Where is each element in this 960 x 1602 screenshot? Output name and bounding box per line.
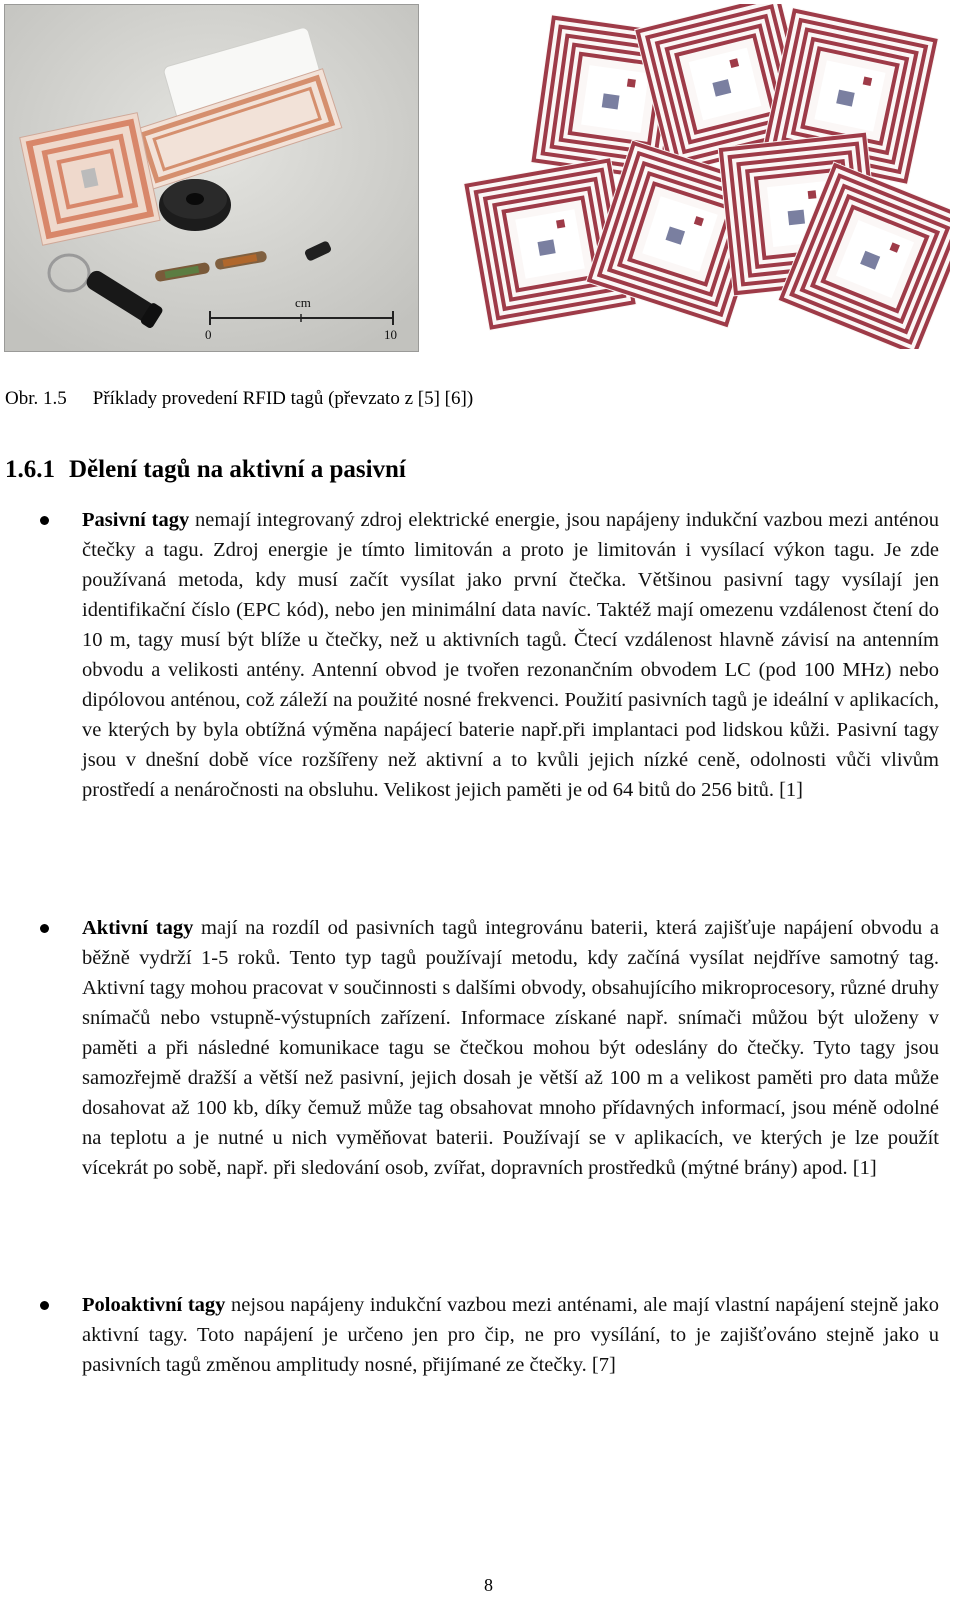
paragraph-active-tags [82, 913, 939, 1183]
section-heading [5, 456, 406, 484]
paragraph-passive-tags [82, 505, 939, 805]
rfid-inlay-tags-illustration [455, 4, 950, 349]
term-active-tags: Aktivní tagy [82, 917, 194, 939]
bullet-icon [40, 1301, 49, 1310]
term-passive-tags: Pasivní tagy [82, 509, 190, 531]
scale-end-label: 10 [384, 327, 397, 342]
section-number: 1.6.1 [5, 456, 55, 483]
text-active-tags: mají na rozdíl od pasivních tagů integrovánu baterii, která zajišťuje napájení obvodu a běžně vydrží 1-5 roků. Tento typ tagů používají metodu, kdy začíná vysílat nejdříve samotný tag. Aktivní tagy mohou pracovat v součinnosti s dalšími obvody, obsahujícího mikroprocesory, různé druhy snímačů nebo vstupně-výstupních zařízení. Informace získané např. snímači můžou být uloženy v paměti a při následné komunikace tagu se čtečkou mohou být odeslány do čtečky. Tyto tagy jsou samozřejmě dražší a větší než pasivní, jejich dosah je větší až 100 m a velikost paměti pro data může dosahovat až 100 kb, díky čemuž může tag obsahovat mnoho přídavných informací, jsou méně odolné na teplotu a je nutné u nich vyměňovat baterii. Používají se v aplikacích, ve kterých je lze použít vícekrát po sobě, např. při sledování osob, zvířat, dopravních prostředků (mýtné brány) apod. [1] [82, 917, 939, 1179]
scale-start-label: 0 [205, 327, 212, 342]
rfid-tags-assortment-photo [4, 4, 419, 352]
figure-label: Obr. 1.5 [5, 388, 67, 409]
section-title: Dělení tagů na aktivní a pasivní [69, 456, 406, 483]
bullet-icon [40, 924, 49, 933]
figure-caption-text: Příklady provedení RFID tagů (převzato z [5] [6]) [92, 388, 474, 409]
paragraph-semi-active-tags [82, 1290, 939, 1380]
rfid-tags-assortment-illustration [5, 5, 418, 351]
bullet-icon [40, 516, 49, 525]
rfid-inlay-tags-photo [455, 4, 950, 349]
figure-caption [5, 388, 499, 410]
page-number: 8 [484, 1575, 493, 1595]
term-semi-active-tags: Poloaktivní tagy [82, 1294, 226, 1316]
text-semi-active-tags: nejsou napájeny indukční vazbou mezi anténami, ale mají vlastní napájení stejně jako aktivní tagy. Toto napájení je určeno jen pro čip, ne pro vysílání, to je zajišťováno stejně jako u pasivních tagů změnou amplitudy nosné, přijímané ze čtečky. [7] [82, 1294, 939, 1376]
text-passive-tags: nemají integrovaný zdroj elektrické energie, jsou napájeny indukční vazbou mezi anténou čtečky a tagu. Zdroj energie je tímto limitován a proto je limitován i vysílací výkon tagu. Je zde používaná metoda, kdy musí začít vysílat jako první čtečka. Většinou pasivní tagy vysílají jen identifikační číslo (EPC kód), nebo jen minimální data navíc. Taktéž mají omezenu vzdálenost čtení do 10 m, tagy musí být blíže u čtečky, než u aktivních tagů. Čtecí vzdálenost hlavně závisí na antenním obvodu a velikosti antény. Antenní obvod je tvořen rezonančním obvodem LC (pod 100 MHz) nebo dipólovou anténou, což záleží na použité nosné frekvenci. Použití pasivních tagů je ideální v aplikacích, ve kterých by byla obtížná výměna napájecí baterie např.při implantaci pod lidskou kůži. Pasivní tagy jsou v dnešní době více rozšířeny než aktivní a to kvůli jejich nízké ceně, odolnosti vůči vlivům prostředí a nenáročnosti na obsluhu. Velikost jejich paměti je od 64 bitů do 256 bitů. [1] [82, 509, 939, 801]
scale-unit-label: cm [295, 295, 311, 310]
